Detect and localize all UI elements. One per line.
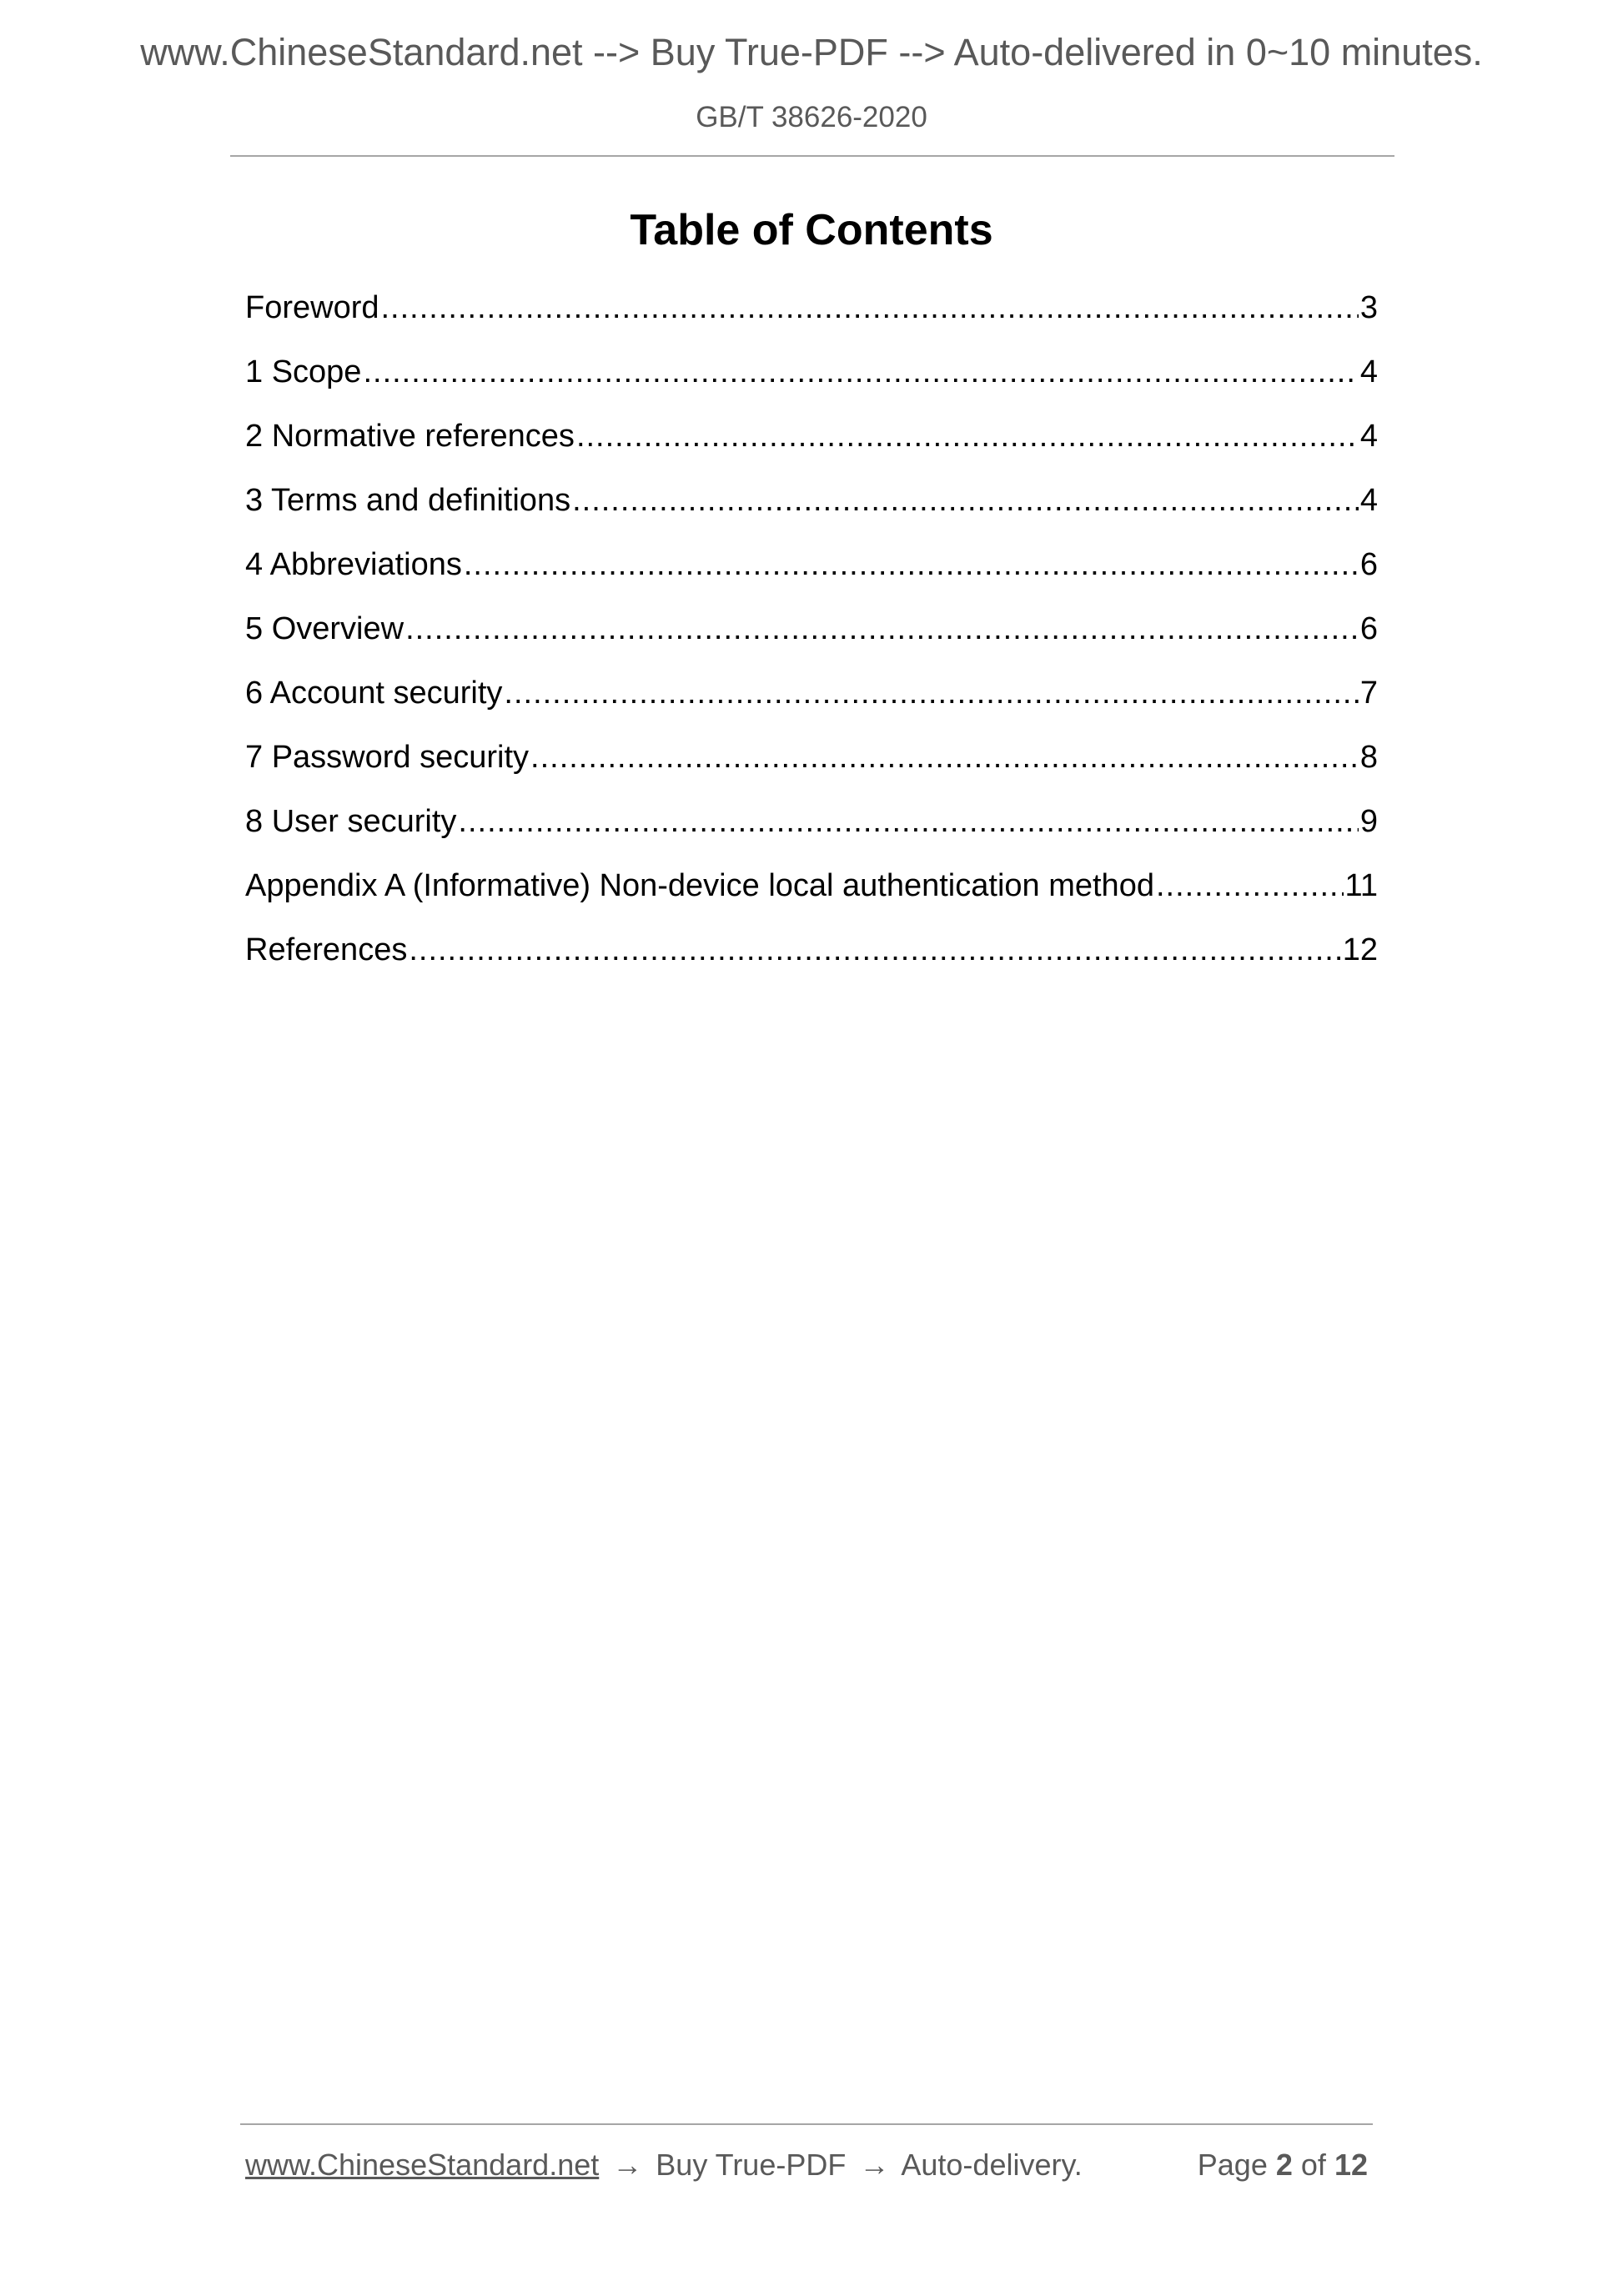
toc-entry-page: 7 <box>1359 676 1378 711</box>
header-banner: www.ChineseStandard.net --> Buy True-PDF --> Auto-delivered in 0~10 minutes. <box>140 31 1483 73</box>
header-divider <box>230 155 1394 157</box>
toc-entry-password-security[interactable] <box>245 738 1378 802</box>
toc-entry-label: Appendix A (Informative) Non-device local authentication method <box>245 868 1154 903</box>
toc-entry-overview[interactable] <box>245 610 1378 674</box>
toc-entry-label: 4 Abbreviations <box>245 547 462 582</box>
dot-leader <box>576 417 1359 455</box>
toc-entry-user-security[interactable] <box>245 802 1378 867</box>
footer-delivery-text: Auto-delivery. <box>901 2148 1083 2182</box>
toc-entry-abbreviations[interactable] <box>245 545 1378 610</box>
toc-entry-label: 5 Overview <box>245 611 404 646</box>
toc-title: Table of Contents <box>630 206 993 254</box>
toc-entry-label: References <box>245 932 408 967</box>
total-pages: 12 <box>1334 2148 1368 2182</box>
toc-entry-page: 6 <box>1359 547 1378 582</box>
toc-entry-label: 6 Account security <box>245 676 503 711</box>
dot-leader <box>363 353 1358 391</box>
toc-entry-page: 11 <box>1344 868 1378 903</box>
dot-leader <box>464 545 1359 584</box>
page-footer <box>245 2150 1368 2180</box>
dot-leader <box>381 289 1359 327</box>
toc-entry-scope[interactable] <box>245 353 1378 417</box>
toc-entry-page: 6 <box>1359 611 1378 646</box>
toc-entry-foreword[interactable] <box>245 289 1378 353</box>
toc-entry-normative-references[interactable] <box>245 417 1378 481</box>
dot-leader <box>504 674 1358 712</box>
current-page: 2 <box>1275 2148 1293 2182</box>
toc-entry-label: 1 Scope <box>245 354 362 389</box>
page-number <box>1198 2150 1368 2180</box>
dot-leader <box>1156 867 1344 905</box>
toc-entry-page: 4 <box>1359 483 1378 518</box>
toc-entry-label: 3 Terms and definitions <box>245 483 571 518</box>
toc-entry-label: 2 Normative references <box>245 419 575 454</box>
toc-entry-page: 4 <box>1359 354 1378 389</box>
dot-leader <box>405 610 1359 648</box>
dot-leader <box>530 738 1359 776</box>
toc-entry-page: 9 <box>1359 804 1378 839</box>
toc-entry-page: 12 <box>1342 932 1378 967</box>
dot-leader <box>409 931 1340 969</box>
toc-entry-label: 8 User security <box>245 804 457 839</box>
toc-entry-page: 3 <box>1359 290 1378 325</box>
of-word: of <box>1300 2148 1326 2182</box>
dot-leader <box>458 802 1358 841</box>
page-word: Page <box>1197 2148 1268 2182</box>
footer-buy-text: Buy True-PDF <box>656 2148 847 2182</box>
toc-entry-terms-and-definitions[interactable] <box>245 481 1378 545</box>
toc-entry-page: 8 <box>1359 740 1378 775</box>
arrow-right-icon: → <box>859 2148 890 2182</box>
footer-divider <box>240 2123 1373 2125</box>
toc-entry-label: 7 Password security <box>245 740 530 775</box>
arrow-right-icon: → <box>612 2148 643 2182</box>
toc-entry-references[interactable] <box>245 931 1378 995</box>
toc-entry-page: 4 <box>1359 419 1378 454</box>
document-code: GB/T 38626-2020 <box>696 101 927 133</box>
site-link[interactable]: www.ChineseStandard.net <box>245 2148 600 2182</box>
toc-entry-appendix-a[interactable] <box>245 867 1378 931</box>
toc-entry-label: Foreword <box>245 290 379 325</box>
toc-list <box>245 289 1378 995</box>
toc-entry-account-security[interactable] <box>245 674 1378 738</box>
dot-leader <box>572 481 1359 520</box>
